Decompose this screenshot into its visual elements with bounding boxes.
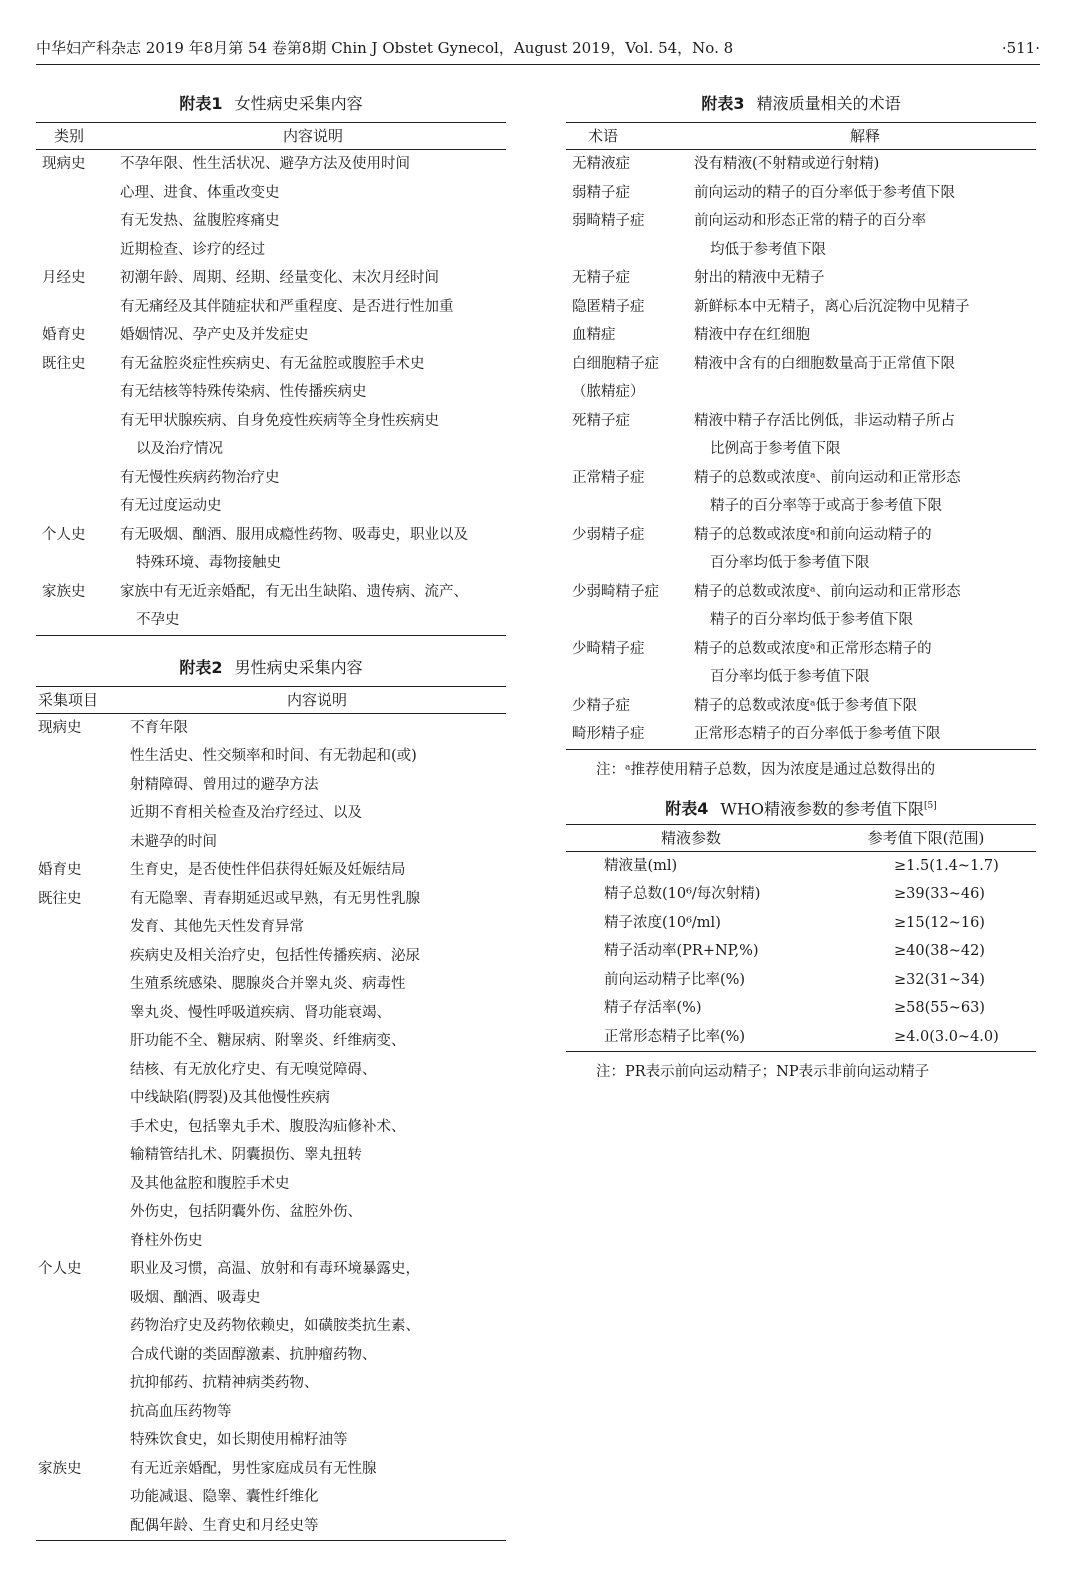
row-category: 弱畸精子症 — [572, 213, 645, 229]
row-content: 初潮年龄、周期、经期、经量变化、末次月经时间 — [120, 270, 439, 286]
table-row — [36, 1056, 506, 1085]
row-category — [36, 1341, 128, 1370]
right-column — [566, 90, 1036, 1086]
row-content: 手术史，包括睾丸手术、腹股沟疝修补术、 — [130, 1118, 406, 1135]
table-row — [36, 1027, 506, 1056]
row-content: 精子的百分率均低于参考值下限 — [710, 612, 913, 628]
row-content: ≥40(38~42) — [894, 943, 985, 959]
row-category — [36, 1056, 128, 1085]
table4-body — [566, 852, 1036, 1052]
row-content: 家族中有无近亲婚配，有无出生缺陷、遗传病、流产、 — [120, 583, 468, 600]
table-row — [566, 880, 1036, 909]
table3-note: 注：ᵃ推荐使用精子总数，因为浓度是通过总数得出的 — [596, 761, 936, 778]
row-category — [36, 828, 128, 857]
table2-caption: 男性病史采集内容 — [234, 657, 363, 677]
row-category: 既往史 — [42, 355, 86, 372]
table3-title — [566, 90, 1036, 118]
row-category — [566, 549, 694, 578]
table-row — [36, 1141, 506, 1170]
table-row — [566, 909, 1036, 938]
table-row — [36, 179, 506, 208]
row-content: 合成代谢的类固醇激素、抗肿瘤药物、 — [130, 1346, 377, 1363]
row-category — [566, 236, 694, 265]
row-content: 有无发热、盆腹腔疼痛史 — [120, 213, 280, 229]
row-content: 心理、进食、体重改变史 — [120, 184, 280, 201]
table-row — [36, 828, 506, 857]
row-content — [694, 378, 1036, 407]
table-row — [36, 521, 506, 550]
page-number: ·511· — [1001, 39, 1040, 57]
row-content: 脊柱外伤史 — [130, 1232, 203, 1249]
table-row — [36, 714, 506, 743]
row-category: 家族史 — [42, 583, 86, 600]
row-content: 没有精液(不射精或逆行射精) — [694, 156, 880, 172]
row-content: 吸烟、酗酒、吸毒史 — [130, 1289, 261, 1306]
row-content: 有无慢性疾病药物治疗史 — [120, 469, 280, 486]
row-category: 血精症 — [572, 327, 616, 343]
table2-header-content: 内容说明 — [286, 690, 347, 709]
table-row — [36, 885, 506, 914]
table-row — [566, 264, 1036, 293]
table-row — [36, 1312, 506, 1341]
table-row — [36, 435, 506, 464]
row-content: 功能减退、隐睾、囊性纤维化 — [130, 1489, 319, 1505]
row-content: 精子的总数或浓度ᵃ和正常形态精子的 — [694, 640, 932, 657]
row-content: 不孕史 — [136, 612, 180, 628]
row-category: 少精子症 — [572, 697, 630, 714]
table1-label: 附表1 — [179, 94, 223, 113]
table-row — [36, 350, 506, 379]
row-category — [36, 742, 128, 771]
row-content: ≥32(31~34) — [894, 971, 985, 988]
table-row — [36, 970, 506, 999]
table-row — [566, 521, 1036, 550]
row-category: 个人史 — [42, 526, 86, 543]
row-content: ≥1.5(1.4~1.7) — [894, 857, 999, 874]
row-category: 个人史 — [38, 1261, 82, 1277]
table-row — [36, 606, 506, 635]
row-content: ≥4.0(3.0~4.0) — [894, 1028, 999, 1045]
row-category — [36, 1369, 128, 1398]
row-category — [36, 1483, 128, 1512]
table1-header-category: 类别 — [54, 127, 85, 145]
table-row — [566, 606, 1036, 635]
row-content: 有无痛经及其伴随症状和严重程度、是否进行性加重 — [120, 298, 454, 315]
table1-body — [36, 150, 506, 635]
row-content: ≥39(33~46) — [894, 886, 985, 902]
row-category — [36, 1512, 128, 1541]
row-content: 婚姻情况、孕产史及并发症史 — [120, 327, 309, 343]
row-content: 抗抑郁药、抗精神病类药物、 — [130, 1375, 319, 1391]
row-category: 现病史 — [38, 719, 82, 736]
table-row — [36, 1113, 506, 1142]
row-content: 精子的百分率等于或高于参考值下限 — [710, 498, 942, 514]
row-category — [36, 606, 120, 635]
row-category: 精子总数(10⁶/每次射精) — [604, 886, 761, 902]
row-content: 睾丸炎、慢性呼吸道疾病、肾功能衰竭、 — [130, 1004, 391, 1021]
row-content: 性生活史、性交频率和时间、有无勃起和(或) — [130, 748, 417, 764]
row-category — [36, 799, 128, 828]
table-row — [36, 378, 506, 407]
table4-header-parameter: 精液参数 — [660, 828, 721, 847]
row-category: 精子浓度(10⁶/ml) — [604, 914, 721, 931]
row-content: ≥58(55~63) — [894, 1000, 985, 1016]
row-content: ≥15(12~16) — [894, 914, 985, 931]
table-row — [566, 663, 1036, 692]
table4-label: 附表4 — [665, 798, 709, 818]
row-content: 精子的总数或浓度ᵃ、前向运动和正常形态 — [694, 469, 961, 486]
row-content: 有无盆腔炎症性疾病史、有无盆腔或腹腔手术史 — [120, 355, 425, 372]
row-content: 均低于参考值下限 — [710, 241, 826, 258]
row-category: 既往史 — [38, 890, 82, 907]
table-row — [566, 549, 1036, 578]
row-category: 隐匿精子症 — [572, 298, 645, 315]
row-category — [36, 1141, 128, 1170]
table3-header — [566, 123, 1036, 150]
row-content: 特殊饮食史，如长期使用棉籽油等 — [130, 1432, 348, 1448]
row-content: 生育史，是否使性伴侣获得妊娠及妊娠结局 — [130, 862, 406, 878]
table-row — [566, 635, 1036, 664]
row-content: 有无近亲婚配，男性家庭成员有无性腺 — [130, 1460, 377, 1477]
row-content: 以及治疗情况 — [136, 441, 223, 457]
journal-citation: 中华妇产科杂志 2019 年8月第 54 卷第8期 Chin J Obstet Gynecol，August 2019，Vol. 54，No. 8 — [36, 39, 734, 57]
row-content: 有无结核等特殊传染病、性传播疾病史 — [120, 384, 367, 400]
table4-reference: [5] — [923, 800, 937, 811]
table3-label: 附表3 — [701, 94, 745, 113]
row-category: 婚育史 — [38, 862, 82, 878]
row-category: 弱精子症 — [572, 184, 630, 201]
row-category — [36, 236, 120, 265]
row-category: 月经史 — [42, 270, 86, 286]
table-row — [566, 1023, 1036, 1052]
row-content: 百分率均低于参考值下限 — [710, 555, 870, 571]
row-category: 现病史 — [42, 156, 86, 172]
row-content: 前向运动的精子的百分率低于参考值下限 — [694, 184, 955, 201]
row-category — [36, 1027, 128, 1056]
table-row — [566, 207, 1036, 236]
row-category — [36, 1084, 128, 1113]
row-category — [566, 435, 694, 464]
table1 — [36, 122, 506, 636]
row-category — [36, 942, 128, 971]
row-content: 百分率均低于参考值下限 — [710, 669, 870, 685]
table-row — [36, 799, 506, 828]
row-content: 近期检查、诊疗的经过 — [120, 241, 265, 258]
row-content: 职业及习惯，高温、放射和有毒环境暴露史， — [130, 1261, 420, 1277]
table-row — [36, 1284, 506, 1313]
row-category — [36, 207, 120, 236]
table-row — [36, 578, 506, 607]
table1-title — [36, 90, 506, 118]
table-row — [36, 913, 506, 942]
table3-header-term: 术语 — [588, 127, 619, 145]
table-row — [36, 1398, 506, 1427]
table2-header — [36, 687, 506, 714]
row-category: 白细胞精子症 — [572, 355, 659, 372]
table-row — [36, 464, 506, 493]
row-content: 输精管结扎术、阴囊损伤、睾丸扭转 — [130, 1147, 362, 1163]
row-category — [36, 1113, 128, 1142]
row-category — [36, 999, 128, 1028]
table2-title — [36, 654, 506, 682]
row-category — [36, 293, 120, 322]
table2 — [36, 686, 506, 1542]
row-content: 结核、有无放化疗史、有无嗅觉障碍、 — [130, 1061, 377, 1078]
row-content: 中线缺陷(腭裂)及其他慢性疾病 — [130, 1090, 330, 1106]
table3-body — [566, 150, 1036, 749]
row-content: 外伤史，包括阴囊外伤、盆腔外伤、 — [130, 1204, 362, 1220]
table4-title — [566, 792, 1036, 820]
table1-header-content: 内容说明 — [282, 127, 343, 145]
row-content: 特殊环境、毒物接触史 — [136, 555, 281, 571]
row-category: 少畸精子症 — [572, 640, 645, 657]
row-content: 配偶年龄、生育史和月经史等 — [130, 1517, 319, 1534]
table1-caption: 女性病史采集内容 — [234, 94, 363, 113]
row-category: （脓精症） — [572, 384, 645, 400]
row-category: 畸形精子症 — [572, 726, 645, 742]
row-category: 婚育史 — [42, 327, 86, 343]
table-row — [36, 150, 506, 179]
row-category — [36, 1398, 128, 1427]
table-row — [566, 378, 1036, 407]
row-content: 精子的总数或浓度ᵃ、前向运动和正常形态 — [694, 583, 961, 600]
row-content: 及其他盆腔和腹腔手术史 — [130, 1175, 290, 1192]
table2-body — [36, 714, 506, 1541]
row-category — [566, 606, 694, 635]
row-content: 前向运动和形态正常的精子的百分率 — [694, 213, 926, 229]
table4-note: 注：PR表示前向运动精子；NP表示非前向运动精子 — [596, 1064, 930, 1080]
row-content: 精液中含有的白细胞数量高于正常值下限 — [694, 355, 955, 372]
row-category — [36, 1227, 128, 1256]
table4 — [566, 824, 1036, 1053]
table-row — [566, 720, 1036, 749]
table3-header-explanation: 解释 — [849, 127, 880, 145]
table-row — [36, 264, 506, 293]
table3-caption: 精液质量相关的术语 — [756, 94, 901, 113]
row-category — [566, 492, 694, 521]
table-row — [566, 236, 1036, 265]
table-row — [36, 942, 506, 971]
table4-header-reference: 参考值下限(范围) — [867, 828, 985, 847]
row-content: 正常形态精子的百分率低于参考值下限 — [694, 726, 941, 742]
table-row — [566, 852, 1036, 881]
table-row — [566, 321, 1036, 350]
table-row — [36, 1227, 506, 1256]
table-row — [566, 407, 1036, 436]
row-category — [36, 1284, 128, 1313]
table-row — [36, 1512, 506, 1541]
page-header — [36, 32, 1040, 65]
table2-label: 附表2 — [179, 657, 223, 677]
row-category: 少弱精子症 — [572, 526, 645, 543]
table-row — [36, 1455, 506, 1484]
table-row — [36, 1198, 506, 1227]
row-category — [36, 549, 120, 578]
table-row — [566, 966, 1036, 995]
row-category: 正常形态精子比率(%) — [604, 1028, 746, 1045]
table-row — [566, 150, 1036, 179]
row-category — [36, 1312, 128, 1341]
table-row — [566, 994, 1036, 1023]
row-category: 精子活动率(PR+NP,%) — [604, 943, 759, 959]
table-row — [36, 1369, 506, 1398]
row-category: 精液量(ml) — [604, 857, 678, 874]
row-content: 精液中精子存活比例低，非运动精子所占 — [694, 412, 955, 429]
row-category: 死精子症 — [572, 412, 630, 429]
row-content: 射出的精液中无精子 — [694, 270, 825, 286]
row-content: 抗高血压药物等 — [130, 1403, 232, 1420]
row-category: 前向运动精子比率(%) — [604, 971, 746, 988]
table4-caption: WHO精液参数的参考值下限 — [720, 798, 924, 818]
row-content: 有无甲状腺疾病、自身免疫性疾病等全身性疾病史 — [120, 412, 439, 429]
row-category — [36, 492, 120, 521]
table-row — [36, 1483, 506, 1512]
row-category — [36, 913, 128, 942]
table-row — [566, 578, 1036, 607]
table-row — [566, 350, 1036, 379]
row-content: 有无隐睾、青春期延迟或早熟，有无男性乳腺 — [130, 890, 420, 907]
row-category — [36, 970, 128, 999]
row-category: 家族史 — [38, 1460, 82, 1477]
row-category — [36, 435, 120, 464]
row-category — [36, 378, 120, 407]
row-category — [36, 407, 120, 436]
table-row — [566, 179, 1036, 208]
row-content: 新鲜标本中无精子，离心后沉淀物中见精子 — [694, 298, 970, 315]
table-row — [566, 293, 1036, 322]
row-content: 比例高于参考值下限 — [710, 441, 841, 457]
table2-header-category: 采集项目 — [38, 690, 99, 709]
row-content: 有无过度运动史 — [120, 498, 222, 514]
row-content: 未避孕的时间 — [130, 833, 217, 850]
row-category — [36, 1426, 128, 1455]
row-content: 不孕年限、性生活状况、避孕方法及使用时间 — [120, 156, 410, 172]
table-row — [36, 1255, 506, 1284]
row-content: 肝功能不全、糖尿病、附睾炎、纤维病变、 — [130, 1033, 406, 1049]
table-row — [566, 435, 1036, 464]
row-category: 精子存活率(%) — [604, 1000, 702, 1016]
table-row — [36, 293, 506, 322]
table-row — [36, 771, 506, 800]
table-row — [36, 407, 506, 436]
row-category — [36, 464, 120, 493]
table-row — [36, 1341, 506, 1370]
table4-header — [566, 825, 1036, 852]
table-row — [566, 492, 1036, 521]
table-row — [36, 999, 506, 1028]
table-row — [566, 464, 1036, 493]
row-content: 精子的总数或浓度ᵃ低于参考值下限 — [694, 697, 918, 714]
table-row — [566, 937, 1036, 966]
row-category: 无精液症 — [572, 156, 630, 172]
table-row — [36, 492, 506, 521]
row-content: 药物治疗史及药物依赖史，如磺胺类抗生素、 — [130, 1318, 420, 1334]
table-row — [36, 321, 506, 350]
table-row — [36, 1170, 506, 1199]
row-category — [566, 663, 694, 692]
row-content: 发育、其他先天性发育异常 — [130, 919, 304, 935]
table-row — [566, 692, 1036, 721]
table3 — [566, 122, 1036, 750]
table-row — [36, 742, 506, 771]
row-content: 有无吸烟、酗酒、服用成瘾性药物、吸毒史，职业以及 — [120, 526, 468, 543]
row-category — [36, 1198, 128, 1227]
row-category: 无精子症 — [572, 270, 630, 286]
row-category — [36, 771, 128, 800]
table-row — [36, 856, 506, 885]
row-content: 射精障碍、曾用过的避孕方法 — [130, 776, 319, 793]
row-content: 近期不育相关检查及治疗经过、以及 — [130, 805, 362, 821]
row-category — [36, 179, 120, 208]
row-category: 少弱畸精子症 — [572, 583, 659, 600]
row-content: 精子的总数或浓度ᵃ和前向运动精子的 — [694, 526, 932, 543]
table-row — [36, 236, 506, 265]
table-row — [36, 207, 506, 236]
table-row — [36, 1084, 506, 1113]
table-row — [36, 549, 506, 578]
table-row — [36, 1426, 506, 1455]
row-content: 生殖系统感染、腮腺炎合并睾丸炎、病毒性 — [130, 976, 406, 992]
row-category — [36, 1170, 128, 1199]
row-content: 疾病史及相关治疗史，包括性传播疾病、泌尿 — [130, 947, 420, 964]
row-content: 不育年限 — [130, 719, 188, 736]
left-column — [36, 90, 506, 1541]
table1-header — [36, 123, 506, 150]
row-category: 正常精子症 — [572, 469, 645, 486]
row-content: 精液中存在红细胞 — [694, 327, 810, 343]
